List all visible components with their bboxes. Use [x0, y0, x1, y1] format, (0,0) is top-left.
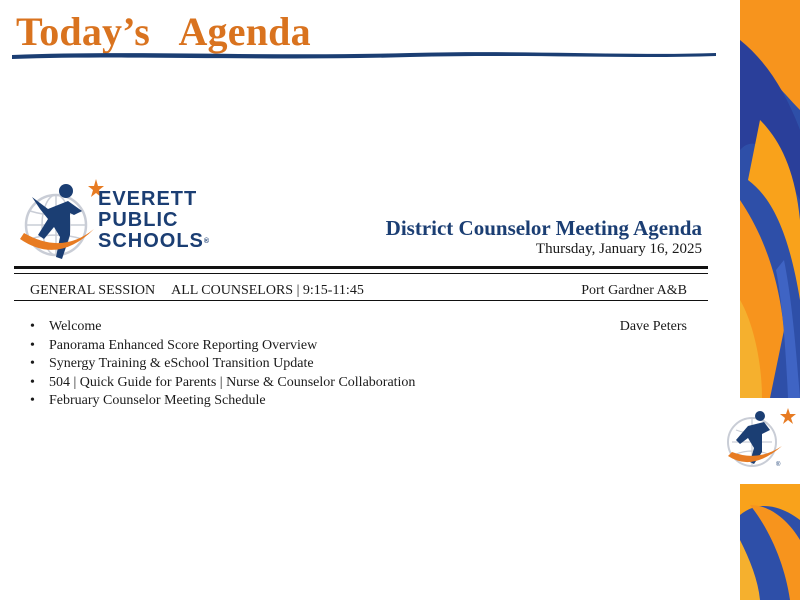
decorative-side-panel [740, 0, 800, 600]
session-name: GENERAL SESSION [30, 283, 156, 298]
bullet: • [30, 356, 35, 371]
meeting-date: Thursday, January 16, 2025 [535, 241, 702, 257]
agenda-list [30, 318, 687, 411]
slide-title: Today’s Agenda [16, 9, 311, 54]
agenda-item-label: 504 | Quick Guide for Parents | Nurse & Counselor Collaboration [49, 374, 416, 390]
logo-line-1: EVERETT [98, 188, 198, 210]
agenda-item-label: February Counselor Meeting Schedule [49, 393, 266, 408]
session-rule [14, 300, 708, 301]
bullet: • [30, 337, 35, 353]
agenda-item-label: Panorama Enhanced Score Reporting Overview [49, 337, 318, 353]
agenda-item-presenter: Dave Peters [619, 319, 687, 334]
small-logo-mark [718, 400, 798, 480]
document-title: District Counselor Meeting Agenda [385, 216, 702, 240]
registered-mark: ® [203, 238, 210, 245]
session-row [30, 283, 687, 299]
bullet: • [30, 374, 35, 390]
agenda-item-label: Synergy Training & eSchool Transition Update [49, 356, 314, 371]
logo-wordmark [98, 189, 209, 252]
logo-line-3: SCHOOLS® [98, 230, 210, 252]
session-location: Port Gardner A&B [581, 283, 687, 298]
session-audience: ALL COUNSELORS | 9:15-11:45 [171, 283, 364, 298]
bullet: • [30, 393, 35, 408]
header-rule-thin [14, 273, 708, 274]
agenda-item [30, 355, 687, 374]
agenda-item-label: Welcome [49, 319, 102, 334]
bullet: • [30, 319, 35, 334]
logo-line-2: PUBLIC [98, 209, 179, 231]
agenda-item [30, 318, 687, 337]
agenda-item [30, 392, 687, 411]
everett-logo-icon [18, 175, 104, 265]
svg-text:®: ® [776, 462, 781, 468]
agenda-item [30, 337, 687, 356]
agenda-item [30, 374, 687, 393]
header-rule-thick [14, 266, 708, 269]
title-underline-stroke [10, 48, 720, 62]
